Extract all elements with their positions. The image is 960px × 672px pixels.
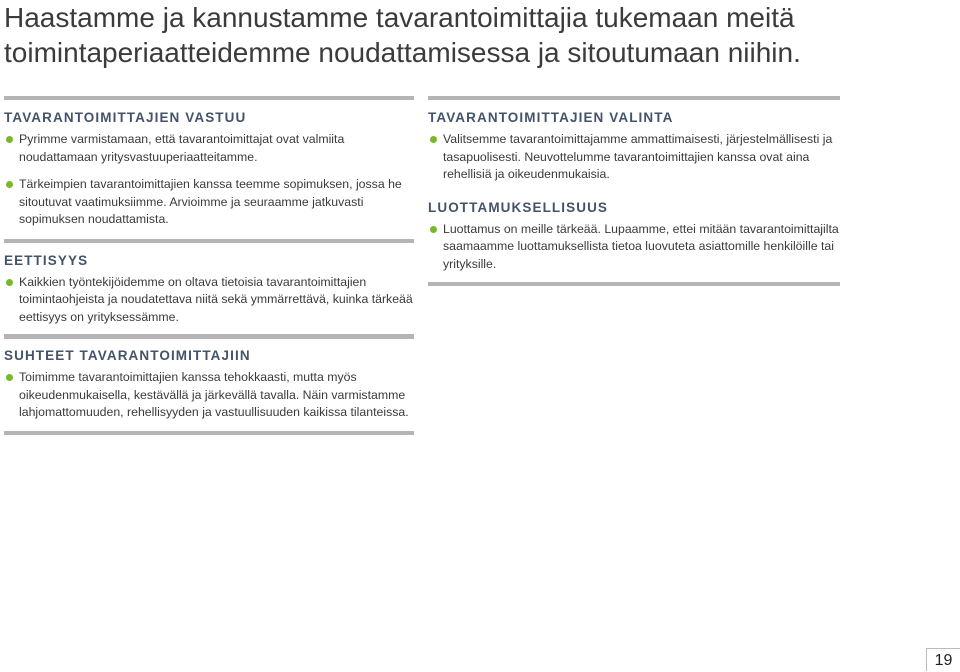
heading-luottamuksellisuus: LUOTTAMUKSELLISUUS xyxy=(428,199,609,215)
section-bottom-rule xyxy=(428,282,840,286)
list-item xyxy=(4,131,414,166)
section-top-rule xyxy=(428,96,840,100)
list-item xyxy=(428,131,840,184)
bullet-icon xyxy=(6,181,13,188)
bullet-icon xyxy=(6,374,13,381)
list-item xyxy=(4,274,414,327)
page-number: 19 xyxy=(926,648,960,671)
list-item-text: Pyrimme varmistamaan, että tavarantoimittajat ovat valmiita noudattamaan yritysvastuuperiaatteitamme. xyxy=(19,132,345,164)
bullet-icon xyxy=(430,136,437,143)
list-item-text: Toimimme tavarantoimittajien kanssa tehokkaasti, mutta myös oikeudenmukaisella, kestävällä ja järkevällä tavalla. Näin varmistamme lahjomattomuuden, rehellisyyden ja vastuullisuuden kaikissa tilanteissa. xyxy=(19,370,409,419)
list-item-text: Luottamus on meille tärkeää. Lupaamme, ettei mitään tavarantoimittajilta saamaamme luottamuksellista tietoa luovuteta asiattomille henkilöille tai yrityksille. xyxy=(443,221,839,271)
section-bottom-rule xyxy=(4,431,414,435)
heading-eettisyys: EETTISYYS xyxy=(4,252,89,268)
section-suhteet xyxy=(4,334,414,435)
list-item xyxy=(4,176,414,229)
bullet-icon xyxy=(6,136,13,143)
heading-suhteet: SUHTEET TAVARANTOIMITTAJIIN xyxy=(4,348,251,363)
section-left xyxy=(4,96,414,339)
list-item xyxy=(4,369,414,422)
section-rule xyxy=(4,239,414,243)
list-item xyxy=(428,221,840,274)
list-item-text: Kaikkien työntekijöidemme on oltava tietoisia tavarantoimittajien toimintaohjeista ja noudatettava niitä sekä ymmärrettävä, kuinka tärkeää eettisyys on yrityksessämme. xyxy=(19,274,413,324)
section-top-rule xyxy=(4,334,414,338)
section-right xyxy=(428,96,840,286)
list-item-text: Valitsemme tavarantoimittajamme ammattimaisesti, järjestelmällisesti ja tasapuolisesti. Neuvottelumme tavarantoimittajien kanssa ovat aina rehellisiä ja oikeudenmukaisia. xyxy=(443,132,833,181)
bullet-icon xyxy=(430,226,437,233)
heading-vastuu: TAVARANTOIMITTAJIEN VASTUU xyxy=(4,110,247,125)
heading-valinta: TAVARANTOIMITTAJIEN VALINTA xyxy=(428,110,674,125)
bullet-icon xyxy=(6,279,13,286)
list-item-text: Tärkeimpien tavarantoimittajien kanssa teemme sopimuksen, jossa he sitoutuvat vaatimuksiimme. Arvioimme ja seuraamme jatkuvasti sopimuksen noudattamista. xyxy=(19,177,402,226)
section-top-rule xyxy=(4,96,414,100)
page-title: Haastamme ja kannustamme tavarantoimittajia tukemaan meitä toimintaperiaatteidemme noudattamisessa ja sitoutumaan niihin. xyxy=(4,2,801,68)
